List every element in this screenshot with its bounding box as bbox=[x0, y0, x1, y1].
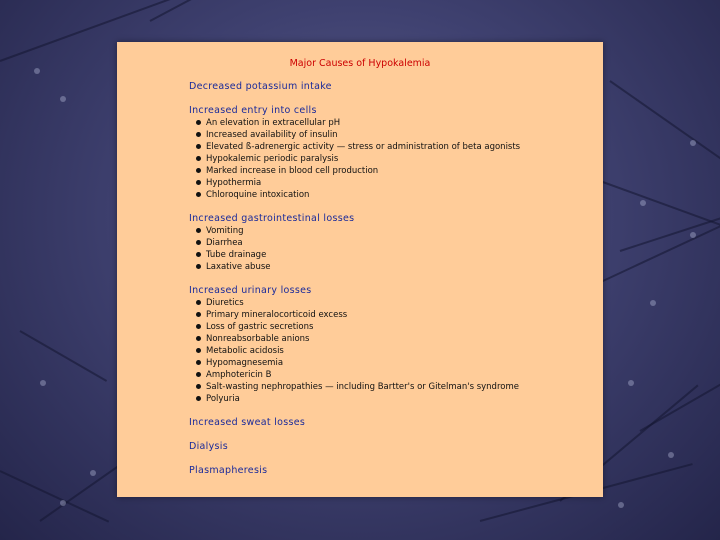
bullet-icon bbox=[196, 312, 201, 317]
background-line bbox=[0, 470, 109, 523]
background-dot bbox=[90, 470, 96, 476]
list-item-text: Primary mineralocorticoid excess bbox=[206, 310, 348, 320]
bullet-icon bbox=[196, 348, 201, 353]
list-item bbox=[189, 321, 595, 333]
bullet-icon bbox=[196, 228, 201, 233]
slide-content bbox=[189, 81, 595, 489]
list-item bbox=[189, 261, 595, 273]
list-item bbox=[189, 345, 595, 357]
background-dot bbox=[640, 200, 646, 206]
bullet-icon bbox=[196, 264, 201, 269]
bullet-icon bbox=[196, 384, 201, 389]
list-item-text: Laxative abuse bbox=[206, 262, 271, 272]
bullet-icon bbox=[196, 120, 201, 125]
section bbox=[189, 213, 595, 273]
list-item-text: Tube drainage bbox=[206, 250, 267, 260]
background-dot bbox=[628, 380, 634, 386]
list-item bbox=[189, 369, 595, 381]
section-heading: Increased entry into cells bbox=[189, 105, 317, 116]
list-item bbox=[189, 165, 595, 177]
bullet-icon bbox=[196, 300, 201, 305]
list-item-text: Diuretics bbox=[206, 298, 244, 308]
bullet-icon bbox=[196, 144, 201, 149]
list-item-text: Polyuria bbox=[206, 394, 240, 404]
section bbox=[189, 285, 595, 405]
list-item bbox=[189, 141, 595, 153]
bullet-icon bbox=[196, 156, 201, 161]
list-item-text: Increased availability of insulin bbox=[206, 130, 338, 140]
section bbox=[189, 441, 595, 453]
background-dot bbox=[40, 380, 46, 386]
list-item bbox=[189, 333, 595, 345]
section-heading: Increased sweat losses bbox=[189, 417, 306, 428]
list-item bbox=[189, 153, 595, 165]
list-item-text: Marked increase in blood cell production bbox=[206, 166, 379, 176]
list-item-text: Amphotericin B bbox=[206, 370, 272, 380]
list-item-text: Hypothermia bbox=[206, 178, 262, 188]
background-line bbox=[150, 0, 257, 22]
list-item bbox=[189, 381, 595, 393]
bullet-icon bbox=[196, 132, 201, 137]
list-item-text: Loss of gastric secretions bbox=[206, 322, 314, 332]
section bbox=[189, 81, 595, 93]
list-item-text: Diarrhea bbox=[206, 238, 243, 248]
list-item-text: Salt-wasting nephropathies — including Bartter's or Gitelman's syndrome bbox=[206, 382, 519, 392]
bullet-icon bbox=[196, 168, 201, 173]
bullet-icon bbox=[196, 396, 201, 401]
background-dot bbox=[668, 452, 674, 458]
section bbox=[189, 465, 595, 477]
bullet-icon bbox=[196, 180, 201, 185]
list-item bbox=[189, 177, 595, 189]
list-item bbox=[189, 129, 595, 141]
background-dot bbox=[60, 96, 66, 102]
bullet-list bbox=[189, 297, 595, 405]
bullet-list bbox=[189, 117, 595, 201]
background-dot bbox=[60, 500, 66, 506]
list-item-text: Elevated ß-adrenergic activity — stress or administration of beta agonists bbox=[206, 142, 521, 152]
bullet-icon bbox=[196, 360, 201, 365]
background-dot bbox=[690, 232, 696, 238]
slide-card bbox=[117, 42, 603, 497]
list-item-text: An elevation in extracellular pH bbox=[206, 118, 341, 128]
list-item-text: Hypomagnesemia bbox=[206, 358, 284, 368]
list-item bbox=[189, 249, 595, 261]
bullet-icon bbox=[196, 240, 201, 245]
list-item bbox=[189, 309, 595, 321]
bullet-icon bbox=[196, 336, 201, 341]
background-line bbox=[20, 330, 108, 382]
list-item bbox=[189, 225, 595, 237]
bullet-icon bbox=[196, 192, 201, 197]
list-item-text: Chloroquine intoxication bbox=[206, 190, 310, 200]
list-item-text: Hypokalemic periodic paralysis bbox=[206, 154, 339, 164]
section-heading: Decreased potassium intake bbox=[189, 81, 332, 92]
background-dot bbox=[650, 300, 656, 306]
bullet-list bbox=[189, 225, 595, 273]
list-item bbox=[189, 237, 595, 249]
slide-title: Major Causes of Hypokalemia bbox=[289, 58, 431, 69]
list-item bbox=[189, 117, 595, 129]
section bbox=[189, 417, 595, 429]
bullet-icon bbox=[196, 252, 201, 257]
section-heading: Increased gastrointestinal losses bbox=[189, 213, 355, 224]
section-heading: Plasmapheresis bbox=[189, 465, 268, 476]
background-dot bbox=[690, 140, 696, 146]
background-dot bbox=[618, 502, 624, 508]
background-dot bbox=[34, 68, 40, 74]
list-item bbox=[189, 357, 595, 369]
list-item-text: Vomiting bbox=[206, 226, 244, 236]
section bbox=[189, 105, 595, 201]
list-item bbox=[189, 393, 595, 405]
list-item-text: Nonreabsorbable anions bbox=[206, 334, 310, 344]
bullet-icon bbox=[196, 324, 201, 329]
section-heading: Increased urinary losses bbox=[189, 285, 312, 296]
background-line bbox=[600, 180, 720, 237]
background-line bbox=[609, 80, 720, 162]
list-item bbox=[189, 297, 595, 309]
bullet-icon bbox=[196, 372, 201, 377]
list-item bbox=[189, 189, 595, 201]
list-item-text: Metabolic acidosis bbox=[206, 346, 284, 356]
section-heading: Dialysis bbox=[189, 441, 228, 452]
